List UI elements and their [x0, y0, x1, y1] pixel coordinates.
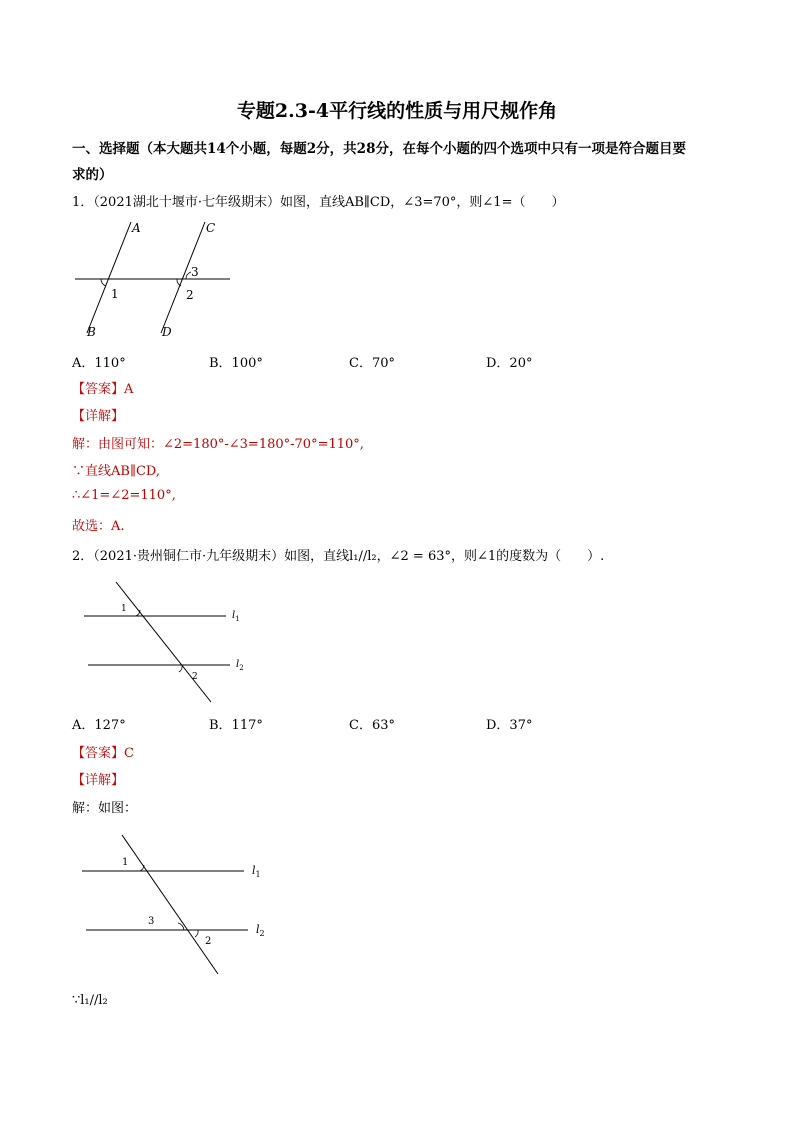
q1-option-d: D．20°	[486, 356, 533, 371]
q1-solution-line: 解：由图可知：∠2=180°-∠3=180°-70°=110°,	[72, 437, 364, 452]
q1-figure	[70, 215, 240, 345]
q2s-angle-2: 2	[205, 936, 212, 947]
q1-label-d: D	[162, 325, 172, 339]
q2-transversal	[116, 582, 211, 702]
q2-option-a: A．127°	[72, 718, 126, 733]
q2-continuation: ∵l₁//l₂	[72, 993, 108, 1008]
q2-answer: 【答案】C	[72, 746, 134, 761]
q1-option-c: C．70°	[349, 356, 395, 371]
q1-solution-line: ∵直线AB∥CD,	[72, 464, 160, 479]
q2-figure	[78, 578, 258, 708]
q1-answer: 【答案】A	[72, 382, 134, 397]
q1-solution-line: ∴∠1=∠2=110°,	[72, 488, 176, 503]
q1-angle-3: 3	[191, 265, 199, 279]
q2-angle-2: 2	[192, 672, 198, 682]
q2-stem: 2．（2021·贵州铜仁市·九年级期末）如图，直线l₁//l₂，∠2 = 63°，则∠1的度数为（ ）.	[72, 549, 605, 564]
q1-arc-1	[101, 279, 106, 286]
q1-angle-1: 1	[111, 287, 119, 301]
q2s-transversal	[122, 835, 218, 974]
page-title: 专题2.3-4平行线的性质与用尺规作角	[236, 100, 558, 122]
q1-label-b: B	[87, 325, 96, 339]
q2-detail-label: 【详解】	[72, 773, 125, 788]
q2-option-d: D．37°	[486, 718, 533, 733]
q2s-label-l2: $l_2$	[256, 923, 265, 938]
q2s-arc-2	[195, 930, 198, 937]
q2-label-l2: $l_2$	[236, 659, 244, 672]
q2-arc-2	[179, 665, 182, 672]
q1-line-ab	[87, 222, 131, 333]
q1-label-a: A	[132, 221, 141, 235]
q1-option-b: B．100°	[209, 356, 263, 371]
q1-label-c: C	[206, 221, 216, 235]
q1-solution-line: 故选：A.	[72, 519, 125, 534]
q1-angle-2: 2	[186, 288, 194, 302]
q2s-angle-3: 3	[148, 916, 155, 927]
q2s-label-l1: $l_1$	[252, 864, 261, 879]
q2s-angle-1: 1	[122, 857, 129, 868]
q2-option-b: B．117°	[209, 718, 263, 733]
section-heading-line2: 求的）	[72, 167, 113, 183]
q2-angle-1: 1	[121, 604, 127, 614]
q2-solution-figure	[76, 830, 276, 980]
q1-stem: 1．（2021湖北十堰市·七年级期末）如图，直线AB∥CD，∠3=70°，则∠1=（ ）	[72, 195, 565, 210]
q1-option-a: A．110°	[72, 356, 126, 371]
q2-option-c: C．63°	[349, 718, 395, 733]
q2-solution-line: 解：如图：	[72, 801, 138, 816]
q2-label-l1: $l_1$	[232, 610, 240, 623]
q1-detail-label: 【详解】	[72, 409, 125, 424]
section-heading-line1: 一、选择题（本大题共14个小题，每题2分，共28分，在每个小题的四个选项中只有一项是符合题目要	[72, 141, 686, 157]
